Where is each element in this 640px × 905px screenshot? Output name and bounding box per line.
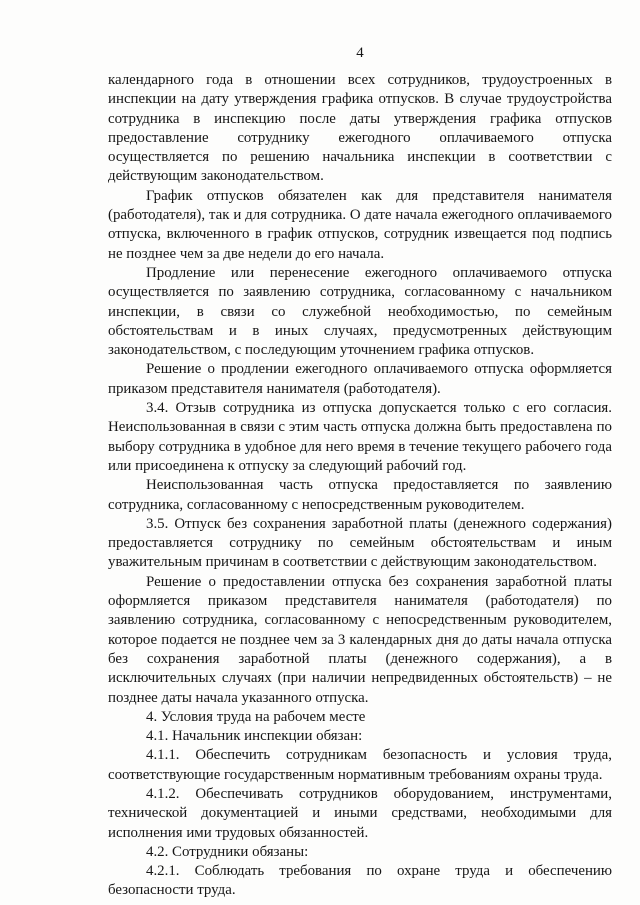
paragraph-3-5: 3.5. Отпуск без сохранения заработной платы (денежного содержания) предоставляется сотруднику по семейным обстоятельствам и иным уважительным причинам в соответствии с действующим законодательством.	[108, 515, 612, 571]
paragraph-4-2-1: 4.2.1. Соблюдать требования по охране труда и обеспечению безопасности труда.	[108, 863, 612, 899]
paragraph-unpaid-leave-decision: Решение о предоставлении отпуска без сохранения заработной платы оформляется приказом представителя нанимателя (работодателя) по заявлению сотрудника, согласованному с непосредственным руководителем, которое подается не позднее чем за 3 календарных дня до даты начала отпуска без сохранения заработной платы (денежного содержания), а в исключительных случаях (при наличии непредвиденных обстоятельств) – не позднее даты начала указанного отпуска.	[108, 573, 612, 706]
paragraph-4-2: 4.2. Сотрудники обязаны:	[146, 843, 309, 860]
page-number: 4	[356, 45, 364, 61]
document-body	[108, 71, 612, 901]
paragraph-continuation: календарного года в отношении всех сотрудников, трудоустроенных в инспекции на дату утверждения графика отпусков. В случае трудоустройства сотрудника в инспекцию после даты утверждения графика отпусков предоставление сотруднику ежегодного оплачиваемого отпуска осуществляется по решению начальника инспекции в соответствии с действующим законодательством.	[108, 72, 612, 185]
paragraph-4-1: 4.1. Начальник инспекции обязан:	[146, 728, 363, 745]
paragraph-unused-vacation: Неиспользованная часть отпуска предоставляется по заявлению сотрудника, согласованному с непосредственным руководителем.	[108, 477, 612, 513]
paragraph-4-1-1: 4.1.1. Обеспечить сотрудникам безопасность и условия труда, соответствующие государственным нормативным требованиям охраны труда.	[108, 747, 612, 783]
paragraph-3-4: 3.4. Отзыв сотрудника из отпуска допускается только с его согласия. Неиспользованная в связи с этим часть отпуска должна быть предоставлена по выбору сотрудника в удобное для него время в течение текущего рабочего года или присоединена к отпуску за следующий рабочий год.	[108, 400, 612, 474]
paragraph-vacation-extension: Продление или перенесение ежегодного оплачиваемого отпуска осуществляется по заявлению сотрудника, согласованному с начальником инспекции, в связи со служебной необходимостью, по семейным обстоятельствам и в иных случаях, предусмотренных действующим законодательством, с последующим уточнением графика отпусков.	[108, 264, 612, 359]
paragraph-4-1-2: 4.1.2. Обеспечивать сотрудников оборудованием, инструментами, технической документацией и иными средствами, необходимыми для исполнения ими трудовых обязанностей.	[108, 785, 612, 841]
paragraph-extension-order: Решение о продлении ежегодного оплачиваемого отпуска оформляется приказом представителя нанимателя (работодателя).	[108, 361, 612, 397]
paragraph-vacation-schedule: График отпусков обязателен как для представителя нанимателя (работодателя), так и для сотрудника. О дате начала ежегодного оплачиваемого отпуска, включенного в график отпусков, сотрудник извещается под подпись не позднее чем за две недели до его начала.	[108, 187, 612, 262]
section-heading: 4. Условия труда на рабочем месте	[146, 708, 366, 725]
